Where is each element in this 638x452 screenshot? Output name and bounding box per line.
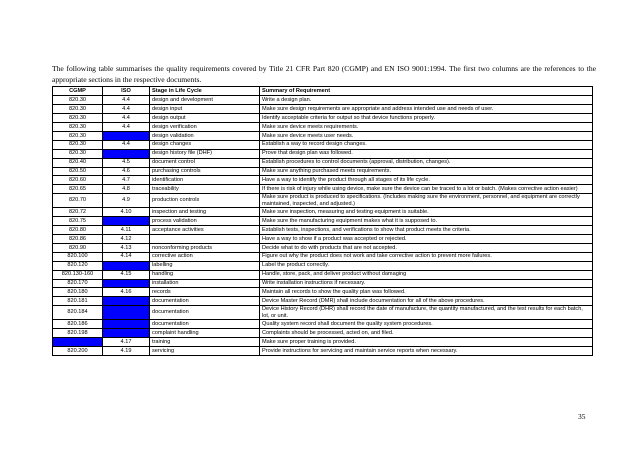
cell-cgmp: 820.30 [53,105,103,114]
cell-iso [103,131,150,140]
cell-cgmp: 820.30 [53,140,103,149]
cell-iso: 4.15 [103,270,150,279]
cell-stage: documentation [150,320,260,329]
table-row [53,338,593,347]
cell-stage: installation [150,279,260,288]
cell-summary: Have a way to identify the product through all stages of its life cycle. [260,176,593,185]
cell-iso [103,217,150,226]
cell-cgmp: 820.75 [53,217,103,226]
header-stage: Stage in Life Cycle [150,87,260,96]
table-row [53,270,593,279]
table-row [53,288,593,297]
cell-summary: Make sure the manufacturing equipment makes what it is supposed to. [260,217,593,226]
table-header-row [53,87,593,96]
cell-stage: nonconforming products [150,243,260,252]
cell-stage: servicing [150,347,260,356]
cell-cgmp: 820.180 [53,288,103,297]
cell-cgmp: 820.90 [53,243,103,252]
cell-stage: training [150,338,260,347]
cell-iso: 4.6 [103,167,150,176]
cell-iso: 4.8 [103,185,150,194]
cell-cgmp: 820.86 [53,235,103,244]
table-row [53,114,593,123]
cell-stage: records [150,288,260,297]
cell-stage: design verification [150,123,260,132]
table-row [53,167,593,176]
cell-summary: Quality system record shall document the quality system procedures. [260,320,593,329]
cell-cgmp: 820.30 [53,131,103,140]
cell-summary: Establish a way to record design changes. [260,140,593,149]
cell-summary: Have a way to show if a product was accepted or rejected. [260,235,593,244]
cell-iso: 4.13 [103,243,150,252]
table-row [53,158,593,167]
header-iso: ISO [103,87,150,96]
cell-stage: design output [150,114,260,123]
cell-cgmp: 820.181 [53,297,103,306]
cell-summary: Handle, store, pack, and deliver product without damaging [260,270,593,279]
cell-summary: Make sure device meets requirements. [260,123,593,132]
cell-stage: design validation [150,131,260,140]
cell-stage: handling [150,270,260,279]
cell-cgmp: 820.30 [53,123,103,132]
table-row [53,243,593,252]
table-row [53,185,593,194]
cell-summary: Decide what to do with products that are not accepted. [260,243,593,252]
header-summary: Summary of Requirement [260,87,593,96]
cell-summary: Label the product correctly. [260,261,593,270]
table-row [53,96,593,105]
cell-stage: complaint handling [150,329,260,338]
cell-summary: Identify acceptable criteria for output so that device functions properly. [260,114,593,123]
cell-cgmp: 820.170 [53,279,103,288]
table-row [53,131,593,140]
cell-stage: labelling [150,261,260,270]
intro-paragraph: The following table summarises the quality requirements covered by Title 21 CFR Part 820 (CGMP) and EN ISO 9001:1994. The first two columns are the references to the appropriate sections in the respective documents. [52,63,596,84]
cell-iso: 4.4 [103,140,150,149]
table-body [53,96,593,356]
cell-iso: 4.7 [103,176,150,185]
cell-stage: traceability [150,185,260,194]
cell-stage: production controls [150,194,260,208]
cell-summary: Make sure anything purchased meets requirements. [260,167,593,176]
cell-summary: Prove that design plan was followed. [260,149,593,158]
cell-cgmp: 820.100 [53,252,103,261]
cell-cgmp: 820.65 [53,185,103,194]
cell-stage: acceptance activities [150,226,260,235]
cell-stage: inspection and testing [150,208,260,217]
cell-iso: 4.12 [103,235,150,244]
table-row [53,320,593,329]
table-row [53,217,593,226]
table-row [53,149,593,158]
table-row [53,235,593,244]
cell-summary: If there is risk of injury while using device, make sure the device can be traced to a lot or batch. (Makes corrective action easier) [260,185,593,194]
cell-iso: 4.11 [103,226,150,235]
cell-iso [103,261,150,270]
cell-stage: design input [150,105,260,114]
cell-summary: Complaints should be processed, acted on, and filed. [260,329,593,338]
cell-iso: 4.14 [103,252,150,261]
table-row [53,279,593,288]
cell-stage: document control [150,158,260,167]
cell-cgmp: 820.30 [53,114,103,123]
cell-summary: Establish procedures to control documents (approval, distribution, changes). [260,158,593,167]
cell-summary: Make sure device meets user needs. [260,131,593,140]
cell-iso: 4.16 [103,288,150,297]
cell-summary: Device Master Record (DMR) shall include documentation for all of the above procedures. [260,297,593,306]
cell-cgmp: 820.60 [53,176,103,185]
cell-summary: Establish tests, inspections, and verifications to show that product meets the criteria. [260,226,593,235]
cell-stage: design and development [150,96,260,105]
page-number: 35 [578,412,586,421]
cell-iso: 4.19 [103,347,150,356]
table-row [53,226,593,235]
table-row [53,329,593,338]
cell-cgmp: 820.198 [53,329,103,338]
cell-stage: identification [150,176,260,185]
cell-summary: Make sure inspection, measuring and testing equipment is suitable. [260,208,593,217]
table-row [53,123,593,132]
cell-cgmp [53,338,103,347]
cell-iso: 4.10 [103,208,150,217]
cell-stage: purchasing controls [150,167,260,176]
cell-iso [103,320,150,329]
cell-summary: Figure out why the product does not work and take corrective action to prevent more failures. [260,252,593,261]
cell-cgmp: 820.30 [53,96,103,105]
cell-stage: design changes [150,140,260,149]
table-row [53,105,593,114]
cell-cgmp: 820.186 [53,320,103,329]
requirements-table [52,86,593,356]
cell-iso: 4.17 [103,338,150,347]
cell-summary: Provide instructions for servicing and maintain service reports when necessary. [260,347,593,356]
cell-cgmp: 820.80 [53,226,103,235]
table-row [53,297,593,306]
cell-iso [103,149,150,158]
cell-iso: 4.4 [103,105,150,114]
cell-summary: Write a design plan. [260,96,593,105]
cell-stage: documentation [150,297,260,306]
cell-cgmp: 820.184 [53,306,103,320]
table-row [53,176,593,185]
cell-stage: process validation [150,217,260,226]
cell-cgmp: 820.72 [53,208,103,217]
cell-summary: Make sure product is produced to specifications. (Includes making sure the environment, personnel, and equipment are correctly maintained, inspected, and adjusted.) [260,194,593,208]
cell-iso [103,329,150,338]
cell-iso [103,279,150,288]
cell-stage [150,235,260,244]
cell-summary: Maintain all records to show the quality plan was followed. [260,288,593,297]
cell-iso [103,297,150,306]
cell-iso: 4.4 [103,114,150,123]
table-row [53,140,593,149]
cell-iso: 4.9 [103,194,150,208]
table-row [53,347,593,356]
cell-iso: 4.4 [103,96,150,105]
cell-iso [103,306,150,320]
cell-stage: corrective action [150,252,260,261]
table-row [53,306,593,320]
cell-summary: Make sure proper training is provided. [260,338,593,347]
cell-cgmp: 820.50 [53,167,103,176]
cell-cgmp: 820.40 [53,158,103,167]
cell-summary: Make sure design requirements are appropriate and address intended use and needs of user. [260,105,593,114]
cell-summary: Device History Record (DHR) shall record the date of manufacture, the quantity manufactured, and the test results for each batch, lot, or unit. [260,306,593,320]
cell-cgmp: 820.70 [53,194,103,208]
cell-cgmp: 820.130-160 [53,270,103,279]
cell-iso: 4.4 [103,123,150,132]
table-row [53,252,593,261]
cell-iso: 4.5 [103,158,150,167]
cell-cgmp: 820.120 [53,261,103,270]
cell-cgmp: 820.200 [53,347,103,356]
cell-stage: documentation [150,306,260,320]
cell-stage: design history file (DHF) [150,149,260,158]
header-cgmp: CGMP [53,87,103,96]
table-row [53,194,593,208]
cell-cgmp: 820.30 [53,149,103,158]
table-row [53,261,593,270]
table-row [53,208,593,217]
cell-summary: Write installation instructions if necessary. [260,279,593,288]
